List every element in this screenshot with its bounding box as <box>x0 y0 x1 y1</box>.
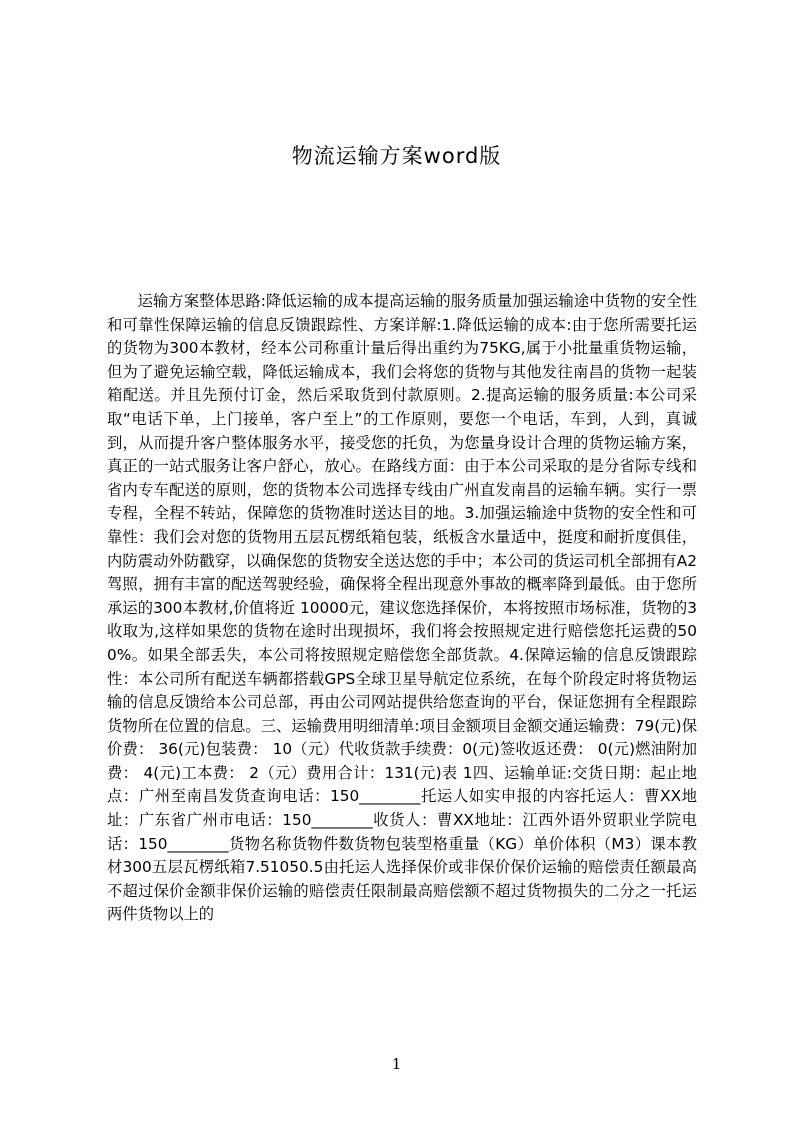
document-title: 物流运输方案word版 <box>291 144 502 168</box>
body-paragraph: 运输方案整体思路:降低运输的成本提高运输的服务质量加强运输途中货物的安全性和可靠性保障运输的信息反馈跟踪性、方案详解:1.降低运输的成本:由于您所需要托运的货物为300本教材，经本公司称重计量后得出重约为75KG,属于小批量重货物运输，但为了避免运输空载，降低运输成本，我们会将您的货物与其他发往南昌的货物一起装箱配送。并且先预付订金，然后采取货到付款原则。2.提高运输的服务质量:本公司采取“电话下单，上门接单，客户至上”的工作原则，要您一个电话，车到，人到，真诚到，从而提升客户整体服务水平，接受您的托负，为您量身设计合理的货物运输方案，真正的一站式服务让客户舒心，放心。在路线方面：由于本公司采取的是分省际专线和省内专车配送的原则，您的货物本公司选择专线由广州直发南昌的运输车辆。实行一票专程，全程不转站，保障您的货物准时送达目的地。3.加强运输途中货物的安全性和可靠性：我们会对您的货物用五层瓦楞纸箱包装，纸板含水量适中，挺度和耐折度俱佳，内防震动外防戳穿，以确保您的货物安全送达您的手中；本公司的货运司机全部拥有A2驾照，拥有丰富的配送驾驶经验，确保将全程出现意外事故的概率降到最低。由于您所承运的300本教材,价值将近 10000元，建议您选择保价，本将按照市场标准，货物的3收取为,这样如果您的货物在途时出现损坏，我们将会按照规定进行赔偿您托运费的500%。如果全部丢失，本公司将按照规定赔偿您全部货款。4.保障运输的信息反馈跟踪性：本公司所有配送车辆都搭载GPS全球卫星导航定位系统，在每个阶段定时将货物运输的信息反馈给本公司总部，再由公司网站提供给您查询的平台，保证您拥有全程跟踪货物所在位置的信息。三、运输费用明细清单:项目金额项目金额交通运输费：79(元)保价费： 36(元)包装费： 10（元）代收货款手续费：0(元)签收返还费： 0(元)燃油附加费： 4(元)工本费： 2（元）费用合计：131(元)表 1四、运输单证:交货日期：起止地点：广州至南昌发货查询电话：150________托运人如实申报的内容托运人：曹XX地址：广东省广州市电话：150________收货人：曹XX地址：江西外语外贸职业学院电话：150________货物名称货物件数货物包装型格重量（KG）单价体积（M3）课本教材300五层瓦楞纸箱7.51050.5由托运人选择保价或非保价保价运输的赔偿责任额最高不超过保价金额非保价运输的赔偿责任限制最高赔偿额不超过货物损失的二分之一托运两件货物以上的 <box>107 292 697 924</box>
page-number: 1 <box>391 1055 402 1073</box>
document-body <box>107 290 697 924</box>
